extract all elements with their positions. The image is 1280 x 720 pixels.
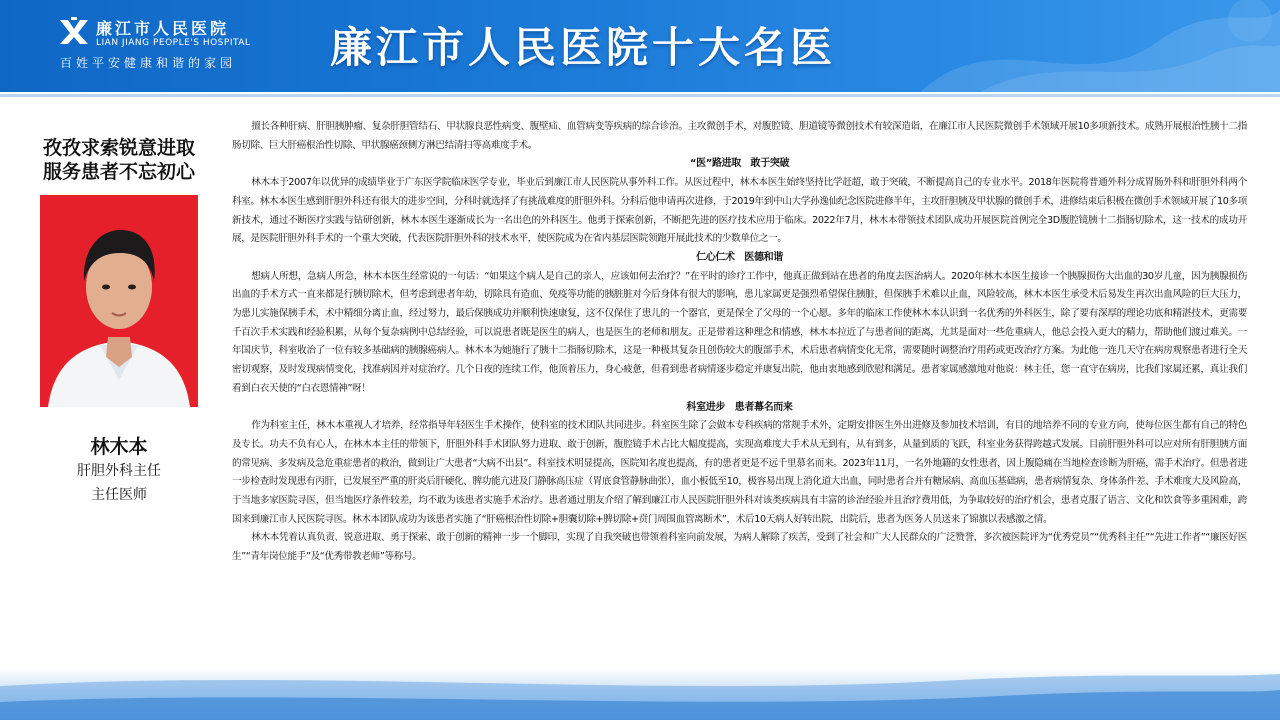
article-body	[232, 118, 1247, 658]
doctor-position: 肝胆外科主任	[77, 463, 161, 479]
paragraph-career: 林木本于2007年以优异的成绩毕业于广东医学院临床医学专业，毕业后到廉江市人民医院从事外科工作。从医过程中，林木本医生始终坚持比学赶超，敢于突破，不断提高自己的专业水平。2018年医院将普通外科分成胃肠外科和肝胆外科两个科室。林木本医生感到肝胆外科还有很大的进步空间，分科时就选择了有挑战难度的肝胆外科。分科后他申请再次进修，于2019年到中山大学孙逸仙纪念医院进修半年，主攻肝胆胰及甲状腺的微创手术，进修结束后积极在微创手术领域开展了10多项新技术，通过不断医疗实践与钻研创新，林木本医生逐渐成长为一名出色的外科医生。他勇于探索创新，不断把先进的医疗技术应用于临床。2022年7月，林木本带领技术团队成功开展医院首例完全3D腹腔镜胰十二指肠切除术，这一技术的成功开展，是医院肝胆外科手术的一个重大突破，代表医院肝胆外科的技术水平，使医院成为在省内基层医院领跑开展此技术的少数单位之一。	[232, 177, 1247, 245]
doctor-profile	[26, 110, 226, 630]
hospital-logo	[58, 12, 258, 82]
doctor-photo	[40, 195, 198, 407]
hospital-name-en: LIAN JIANG PEOPLE'S HOSPITAL	[96, 38, 251, 48]
paragraph-ethics: 想病人所想，急病人所急，林木本医生经常说的一句话：“如果这个病人是自己的亲人，应该如何去治疗？”在平时的诊疗工作中，他真正做到站在患者的角度去医治病人。2020年林木本医生接诊一个胰腺损伤大出血的30岁儿童，因为胰腺损伤出血的手术方式一直来都是行胰切除术，但考虑到患者年幼，切除具有造血、免疫等功能的胰脏脏对今后身体有很大的影响，患儿家属更是强烈希望保住胰脏，但保胰手术难以止血，风险较高，林木本医生承受术后易发生再次出血风险的巨大压力，为患儿实施保胰手术，术中精细分离止血，经过努力，最后保胰成功并顺利快速康复，这不仅保住了患儿的一个器官，更是保全了父母的一个心愿。多年的临床工作使林木本认识到一名优秀的外科医生，除了要有深厚的理论功底和精湛技术，更需要千百次手术实践和经验积累，从每个复杂病例中总结经验，可以说患者既是医生的病人，也是医生的老师和朋友。正是带着这种理念和情感，林木本拉近了与患者间的距离，尤其是面对一些危重病人，他总会投入更大的精力，帮助他们渡过难关。一年国庆节，科室收治了一位有较多基础病的胰腺癌病人。林木本为她施行了胰十二指肠切除术，这是一种极其复杂且创伤较大的腹部手术，术后患者病情变化无常，需要随时调整治疗用药或更改治疗方案。为此他一连几天守在病房观察患者进行全天密切观察，及时发现病情变化，找准病因并对症治疗。几个日夜的连续工作，他顶着压力，身心疲惫，但看到患者病情逐步稳定并康复出院，他由衷地感到欣慰和满足。患者家属感激地对他说：林主任，您一直守在病房，比我们家属还累，真让我们看到白衣天使的“白衣恩情神”呀！	[232, 270, 1247, 394]
section-heading-3: 科室进步 患者幕名而来	[686, 401, 793, 413]
page-footer	[0, 668, 1280, 720]
doctor-rank: 主任医师	[91, 487, 147, 503]
hospital-slogan: 百姓平安健康和谐的家园	[60, 56, 237, 70]
section-heading-2: 仁心仁术 医德和谐	[696, 251, 783, 263]
section-heading-1: “医”路进取 敢于突破	[689, 158, 790, 170]
page-title: 廉江市人民医院十大名医	[330, 23, 837, 72]
motto-line-1: 孜孜求索锐意进取	[42, 137, 195, 159]
paragraph-honors: 林木本凭着认真负责、锐意进取、勇于探索、敢于创新的精神一步一个脚印，实现了自我突破也带领着科室向前发展，为病人解除了疾苦，受到了社会和广大人民群众的广泛赞誉，多次被医院评为“优秀党员”“优秀科主任”“先进工作者”“廉医好医生”“青年岗位能手”及“优秀带教老师”等称号。	[232, 532, 1247, 563]
motto-line-2: 服务患者不忘初心	[42, 161, 195, 183]
decorative-waves	[920, 0, 1280, 92]
hospital-logo-icon	[58, 16, 90, 46]
doctor-portrait-icon	[40, 195, 198, 407]
page-header	[0, 0, 1280, 92]
header-divider	[0, 92, 1280, 106]
paragraph-department: 作为科室主任，林木本重视人才培养，经常指导年轻医生手术操作，使科室的技术团队共同进步。科室医生除了会做本专科疾病的常规手术外，定期安排医生外出进修及参加技术培训，有目的地培养不同的专业方向，使每位医生都有自己的特色及专长。功夫不负有心人，在林木本主任的带领下，肝胆外科手术团队努力进取、敢于创新，腹腔镜手术占比大幅度提高，实现高难度大手术从无到有，从有到多，从量到质的飞跃，科室业务获得跨越式发展。目前肝胆外科可以应对所有肝胆胰方面的常见病、多发病及急危重症患者的救治，做到让广大患者“大病不出县”。科室技术明显提高，医院知名度也提高，有的患者更是不远千里慕名而来。2023年11月，一名外地籍的女性患者，因上腹隐痛在当地检查诊断为肝癌，需手术治疗。但患者进一步检查时发现患有丙肝，已发展至严重的肝炎后肝硬化、脾功能亢进及门静脉高压症（胃底食管静脉曲张），血小板低至10，极容易出现上消化道大出血，同时患者合并有糖尿病、高血压基础病，患者病情复杂、身体条件差、手术难度大及风险高，于当地多家医院寻医，但当地医疗条件较差，均不敢为该患者实施手术治疗。患者通过朋友介绍了解到廉江市人民医院肝胆外科对该类疾病具有丰富的诊治经验并且治疗费用低，为争取较好的治疗机会，患者克服了语言、文化和饮食等多重困难，跨国来到廉江市人民医院寻医。林木本团队成功为该患者实施了“肝癌根治性切除+胆囊切除+脾切除+贲门周围血管离断术”，术后10天病人好转出院，出院后，患者为医务人员送来了锦旗以表感激之情。	[232, 420, 1247, 525]
hospital-name-cn: 廉江市人民医院	[96, 19, 230, 38]
footer-wave	[0, 668, 1280, 720]
motto	[26, 136, 212, 184]
doctor-name: 林木本	[90, 436, 148, 458]
paragraph-expertise: 擅长各种肝病、肝胆胰肿瘤、复杂肝胆管结石、甲状腺良恶性病变、腹壁疝、血管病变等疾病的综合诊治。主攻微创手术，对腹腔镜、胆道镜等微创技术有较深造诣，在廉江市人民医院微创手术领域开展10多项新技术。成熟开展根治性胰十二指肠切除、巨大肝癌根治性切除、甲状腺癌颈侧方淋巴结清扫等高难度手术。	[232, 121, 1247, 151]
